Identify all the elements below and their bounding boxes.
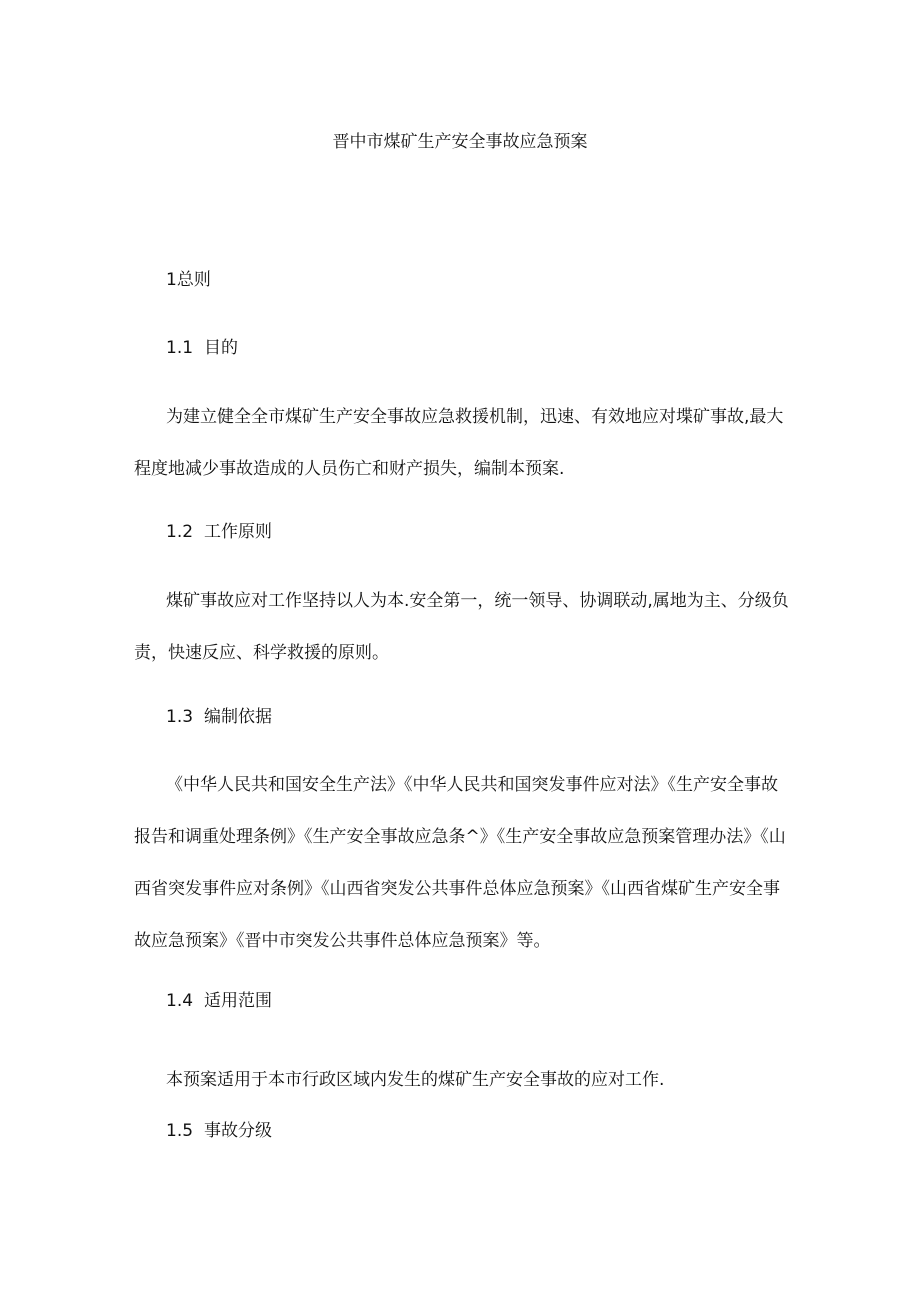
- paragraph-purpose: 为建立健全全市煤矿生产安全事故应急救援机制，迅速、有效地应对堞矿事故,最大程度地减少事故造成的人员伤亡和财产损失，编制本预案.: [134, 407, 784, 479]
- paragraph-scope: 本预案适用于本市行政区域内发生的煤矿生产安全事故的应对工作.: [166, 1070, 665, 1090]
- section-heading-general: 1总则: [166, 270, 211, 290]
- section-number: 1.4: [166, 991, 194, 1011]
- section-heading-classification: [166, 1117, 272, 1145]
- section-label: 工作原则: [204, 522, 272, 542]
- section-number: 1.2: [166, 522, 194, 542]
- section-number: 1.3: [166, 707, 194, 727]
- paragraph-basis: 《中华人民共和国安全生产法》《中华人民共和国突发事件应对法》《生产安全事故报告和调重处理条例》《生产安全事故应急条^》《生产安全事故应急预案管理办法》《山西省突发事件应对条例》《山西省突发公共事件总体应急预案》《山西省煤矿生产安全事故应急预案》《晋中市突发公共事件总体应急预案》等。: [134, 775, 786, 951]
- section-number: 1.5: [166, 1121, 194, 1141]
- section-number: 1.1: [166, 338, 194, 358]
- section-heading-scope: [166, 987, 272, 1015]
- section-label: 编制依据: [204, 707, 272, 727]
- document-title: 晋中市煤矿生产安全事故应急预案: [332, 132, 588, 152]
- section-label: 目的: [204, 338, 238, 358]
- section-label: 事故分级: [204, 1121, 272, 1141]
- paragraph-principles: 煤矿事故应对工作坚持以人为本.安全第一，统一领导、协调联动,属地为主、分级负责，快速反应、科学救援的原则。: [134, 591, 789, 663]
- section-heading-purpose: [166, 334, 238, 362]
- section-heading-principles: [166, 518, 272, 546]
- section-heading-basis: [166, 703, 272, 731]
- section-label: 适用范围: [204, 991, 272, 1011]
